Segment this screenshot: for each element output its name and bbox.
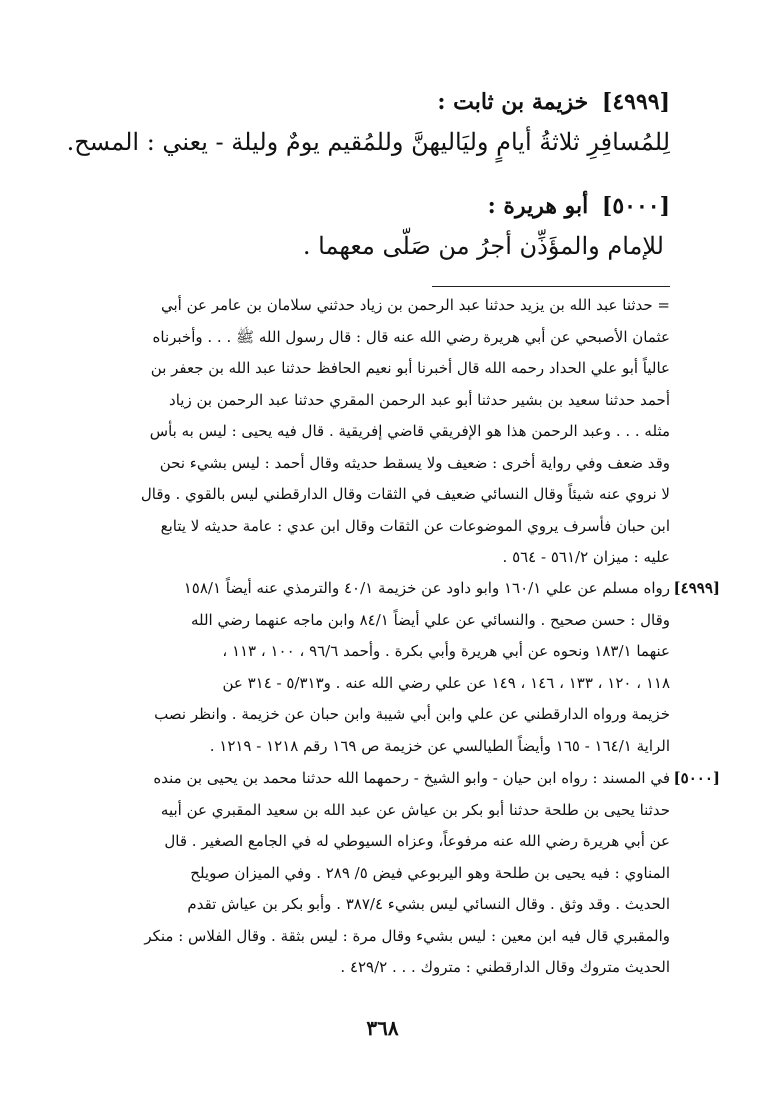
entry-5000-heading [95, 190, 670, 222]
footnote-separator [432, 286, 670, 287]
text-line: عثمان الأصبحي عن أبي هريرة رضي الله عنه قال : قال رسول الله ﷺ . . . وأخبرناه [152, 327, 670, 346]
entry-5000 [95, 190, 670, 266]
text-line: أحمد حدثنا سعيد بن بشير حدثنا أبو عبد الرحمن المقري حدثنا عبد الرحمن بن زياد [169, 390, 670, 409]
text-line: عليه : ميزان ٥٦١/٢ - ٥٦٤ . [502, 548, 670, 566]
text-line: رواه مسلم عن علي ١٦٠/١ وابو داود عن خزيمة ٤٠/١ والترمذي عنه أيضاً ١٥٨/١ [183, 579, 670, 597]
entry-number: [٥٠٠٠] [601, 193, 670, 219]
text-line: عنهما ١٨٣/١ ونحوه عن أبي هريرة وأبي بكرة . وأحمد ٩٦/٦ ، ١٠٠ ، ١١٣ ، [222, 642, 670, 660]
text-line: والمقبري قال فيه ابن معين : ليس بشيء وقال مرة : ليس بثقة . وقال الفلاس : منكر [144, 926, 670, 945]
text-line: المناوي : فيه يحيى بن طلحة وهو اليربوعي فيض ٥/ ٢٨٩ . وفي الميزان صويلح [190, 863, 670, 882]
footnote-tag: [٥٠٠٠] [673, 769, 720, 787]
footnote-4999 [95, 573, 720, 762]
narrator-name: أبو هريرة : [487, 193, 589, 219]
text-line: وقال : حسن صحيح . والنسائي عن علي أيضاً ٨٤/١ وابن ماجه عنهما رضي الله [190, 610, 670, 629]
entry-number: [٤٩٩٩] [601, 89, 670, 115]
page-number: ٣٦٨ [366, 1016, 399, 1040]
text-line: ١١٨ ، ١٢٠ ، ١٣٣ ، ١٤٦ ، ١٤٩ عن علي رضي الله عنه . و٥/٣١٣ - ٣١٤ عن [222, 673, 670, 692]
footnote-5000 [95, 763, 720, 984]
text-line: حدثنا يحيى بن طلحة حدثنا أبو بكر بن عياش عن عبد الله بن سعيد المقبري عن أبيه [160, 800, 670, 819]
hadith-text: لِلمُسافِرِ ثلاثةُ أيامٍ وليَاليهنَّ وللمُقيم يومٌ وليلة - يعني : المسح. [66, 128, 670, 156]
entry-4999 [66, 86, 670, 162]
text-line: مثله . . . وعبد الرحمن هذا هو الإفريقي قاضي إفريقية . قال فيه يحيى : ليس به بأس [149, 422, 670, 440]
narrator-name: خزيمة بن ثابت : [437, 89, 589, 115]
text-line: لا نروي عنه شيئاً وقال النسائي ضعيف في الثقات وقال الدارقطني ليس بالقوي . وقال [140, 485, 670, 503]
text-line: الحديث . وقد وثق . وقال النسائي ليس بشيء ٣٨٧/٤ . وأبو بكر بن عياش تقدم [187, 895, 670, 913]
hadith-text: للإمام والمؤَذِّن أجرُ من صَلّى معهما . [302, 232, 664, 260]
commentary-continuation [95, 290, 670, 574]
text-line: وقد ضعف وفي رواية أخرى : ضعيف ولا يسقط حديثه وقال أحمد : ليس بشيء نحن [159, 453, 670, 472]
text-line: في المسند : رواه ابن حيان - وابو الشيخ - رحمهما الله حدثنا محمد بن يحيى بن منده [153, 769, 670, 787]
text-line: الراية ١٦٤/١ - ١٦٥ وأيضاً الطيالسي عن خزيمة ص ١٦٩ رقم ١٢١٨ - ١٢١٩ . [209, 736, 670, 755]
entry-4999-heading [95, 86, 670, 118]
text-line: ابن حبان فأسرف يروي الموضوعات عن الثقات وقال ابن عدي : عامة حديثه لا يتابع [160, 516, 670, 535]
text-line: الحديث متروك وقال الدارقطني : متروك . . . ٤٢٩/٢ . [340, 958, 670, 976]
text-line: عالياً أبو علي الحداد رحمه الله قال أخبرنا أبو نعيم الحافظ حدثنا عبد الله بن جعفر بن [150, 359, 670, 377]
text-line: عن أبي هريرة رضي الله عنه مرفوعاً، وعزاه السيوطي له في الجامع الصغير . قال [164, 832, 670, 850]
text-line: خزيمة ورواه الدارقطني عن علي وابن أبي شيبة وابن حبان عن خزيمة . وانظر نصب [154, 705, 670, 723]
text-line: = حدثنا عبد الله بن يزيد حدثنا عبد الرحمن بن زياد حدثني سلامان بن عامر عن أبي [161, 296, 670, 314]
footnote-tag: [٤٩٩٩] [673, 579, 720, 597]
